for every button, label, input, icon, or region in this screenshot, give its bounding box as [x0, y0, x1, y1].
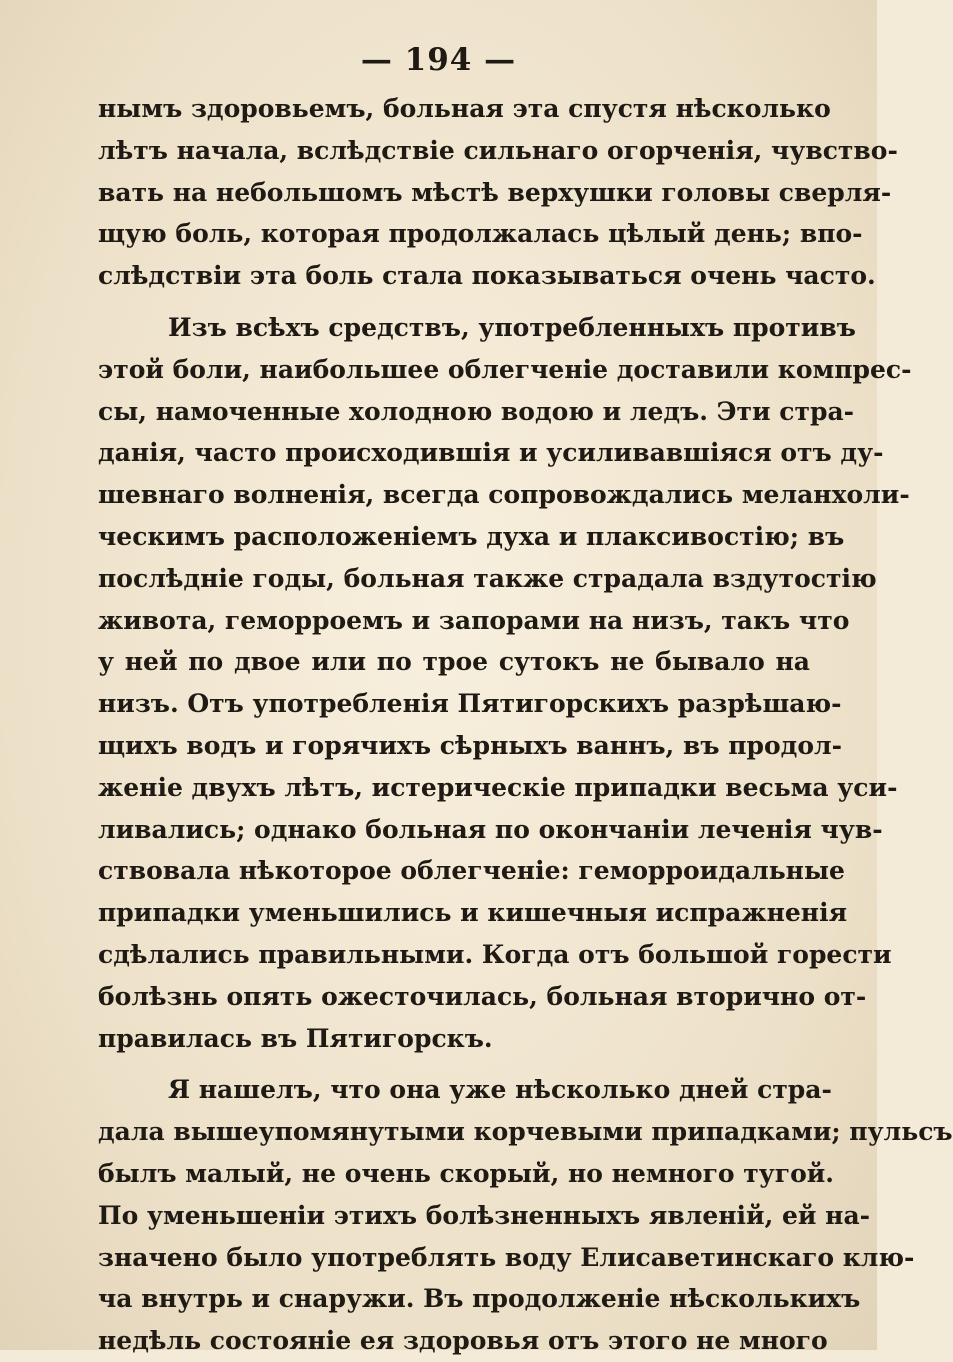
page-number: — 194 — — [360, 42, 517, 78]
text-line: этой боли, наибольшее облегченіе доставили компрес- — [98, 354, 912, 384]
paragraph-3 — [98, 1069, 953, 1362]
text-line: данія, часто происходившія и усиливавшіяся отъ ду- — [98, 438, 884, 468]
text-line: недѣль состояніе ея здоровья отъ этого не много — [98, 1326, 828, 1356]
text-line: дала вышеупомянутыми корчевыми припадками; пульсъ — [98, 1117, 953, 1147]
text-line: щую боль, которая продолжалась цѣлый день; впо- — [98, 219, 863, 249]
text-line: лѣтъ начала, вслѣдствіе сильнаго огорченія, чувство- — [98, 135, 898, 165]
text-line: ча внутрь и снаружи. Въ продолженіе нѣсколькихъ — [98, 1284, 861, 1314]
text-line: шевнаго волненія, всегда сопровождались меланхоли- — [98, 480, 910, 510]
text-line: нымъ здоровьемъ, больная эта спустя нѣсколько — [98, 94, 831, 123]
text-line: болѣзнь опять ожесточилась, больная вторично от- — [98, 981, 867, 1011]
text-line: сдѣлались правильными. Когда отъ большой горести — [98, 939, 892, 969]
text-line: низъ. Отъ употребленія Пятигорскихъ разрѣшаю- — [98, 689, 842, 719]
text-line: По уменьшеніи этихъ болѣзненныхъ явленій, ей на- — [98, 1200, 871, 1230]
text-line: щихъ водъ и горячихъ сѣрныхъ ваннъ, въ продол- — [98, 730, 843, 760]
text-line: живота, геморроемъ и запорами на низъ, такъ что — [98, 605, 850, 635]
text-body — [98, 88, 953, 1362]
paragraph-2 — [98, 307, 912, 1059]
text-line: ческимъ расположеніемъ духа и плаксивостію; въ — [98, 521, 845, 551]
text-line: припадки уменьшились и кишечныя испражненія — [98, 898, 848, 928]
text-line: у ней по двое или по трое сутокъ не бывало на — [98, 647, 810, 677]
text-line: Я нашелъ, что она уже нѣсколько дней стра- — [168, 1075, 832, 1105]
text-line: слѣдствіи эта боль стала показываться очень часто. — [98, 261, 876, 291]
text-line: правилась въ Пятигорскъ. — [98, 1023, 493, 1053]
paragraph-1 — [98, 88, 898, 297]
text-line: ливались; однако больная по окончаніи леченія чув- — [98, 814, 883, 844]
text-line: женіе двухъ лѣтъ, истерическіе припадки весьма уси- — [98, 772, 898, 802]
text-line: послѣдніе годы, больная также страдала вздутостію — [98, 563, 877, 593]
text-line: сы, намоченные холодною водою и ледъ. Эти стра- — [98, 396, 855, 426]
text-line: вать на небольшомъ мѣстѣ верхушки головы сверля- — [98, 177, 892, 207]
text-line: Изъ всѣхъ средствъ, употребленныхъ противъ — [168, 312, 856, 342]
text-line: ствовала нѣкоторое облегченіе: геморроидальные — [98, 856, 845, 886]
text-line: значено было употреблять воду Елисаветинскаго клю- — [98, 1242, 915, 1272]
text-line: былъ малый, не очень скорый, но немного тугой. — [98, 1158, 834, 1188]
